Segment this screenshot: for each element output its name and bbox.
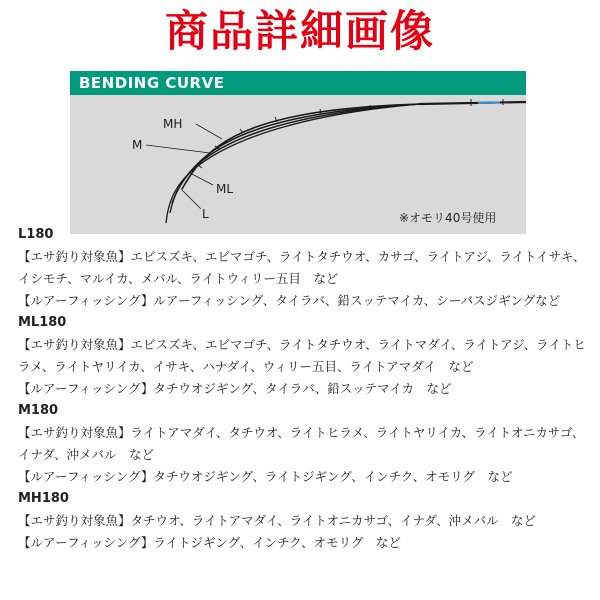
lure-fishing-targets: 【ルアーフィッシング】ルアーフィッシング、タイラバ、鉛スッテマイカ、シーバスジギングなど — [18, 293, 561, 308]
leader-mh — [196, 124, 222, 139]
sinker-weight-note: ※オモリ40号使用 — [399, 211, 497, 225]
lure-fishing-targets: 【ルアーフィッシング】タチウオジギング、タイラバ、鉛スッテマイカ など — [18, 381, 452, 396]
label-mh: MH — [163, 117, 183, 131]
bait-fishing-targets: 【エサ釣り対象魚】エビスズキ、エビマゴチ、ライトタチウオ、ライトマダイ、ライトアジ、ライトヒラメ、ライトヤリイカ、イサキ、ハナダイ、ウィリー五目、ライトアマダイ など — [18, 337, 586, 374]
page-title: 商品詳細画像 — [165, 7, 435, 57]
label-l: L — [202, 207, 209, 221]
bending-curve-diagram — [70, 71, 526, 234]
lure-fishing-targets: 【ルアーフィッシング】ライトジギング、インチク、オモリグ など — [18, 535, 401, 550]
label-m: M — [132, 138, 143, 152]
label-ml: ML — [216, 182, 234, 196]
model-name: ML180 — [18, 315, 67, 330]
spec-block-m180 — [18, 400, 588, 488]
bait-fishing-targets: 【エサ釣り対象魚】エビスズキ、エビマゴチ、ライトタチウオ、カサゴ、ライトアジ、ライトイサキ、イシモチ、マルイカ、メバル、ライトウィリー五目 など — [18, 249, 586, 286]
curve-guides — [198, 105, 370, 168]
model-name: MH180 — [18, 491, 69, 506]
bending-curve-title: BENDING CURVE — [79, 74, 225, 92]
spec-block-l180 — [18, 224, 588, 312]
curve-m — [172, 104, 420, 203]
lure-fishing-targets: 【ルアーフィッシング】タチウオジギング、ライトジギング、インチク、オモリグ など — [18, 469, 513, 484]
spec-block-mh180 — [18, 488, 588, 554]
leader-m — [146, 145, 210, 153]
curve-mh — [182, 104, 420, 189]
leader-ml — [190, 173, 213, 185]
spec-block-ml180 — [18, 312, 588, 400]
model-name: L180 — [18, 227, 54, 242]
model-name: M180 — [18, 403, 59, 418]
bending-curve-panel — [70, 71, 526, 234]
rod-butt — [420, 102, 526, 104]
leader-l — [181, 189, 201, 209]
bait-fishing-targets: 【エサ釣り対象魚】ライトアマダイ、タチウオ、ライトヒラメ、ライトヤリイカ、ライトオニカサゴ、イナダ、沖メバル など — [18, 425, 585, 462]
bait-fishing-targets: 【エサ釣り対象魚】タチウオ、ライトアマダイ、ライトオニカサゴ、イナダ、沖メバル など — [18, 513, 537, 528]
rod-accent — [478, 103, 500, 104]
spec-list — [18, 224, 588, 554]
